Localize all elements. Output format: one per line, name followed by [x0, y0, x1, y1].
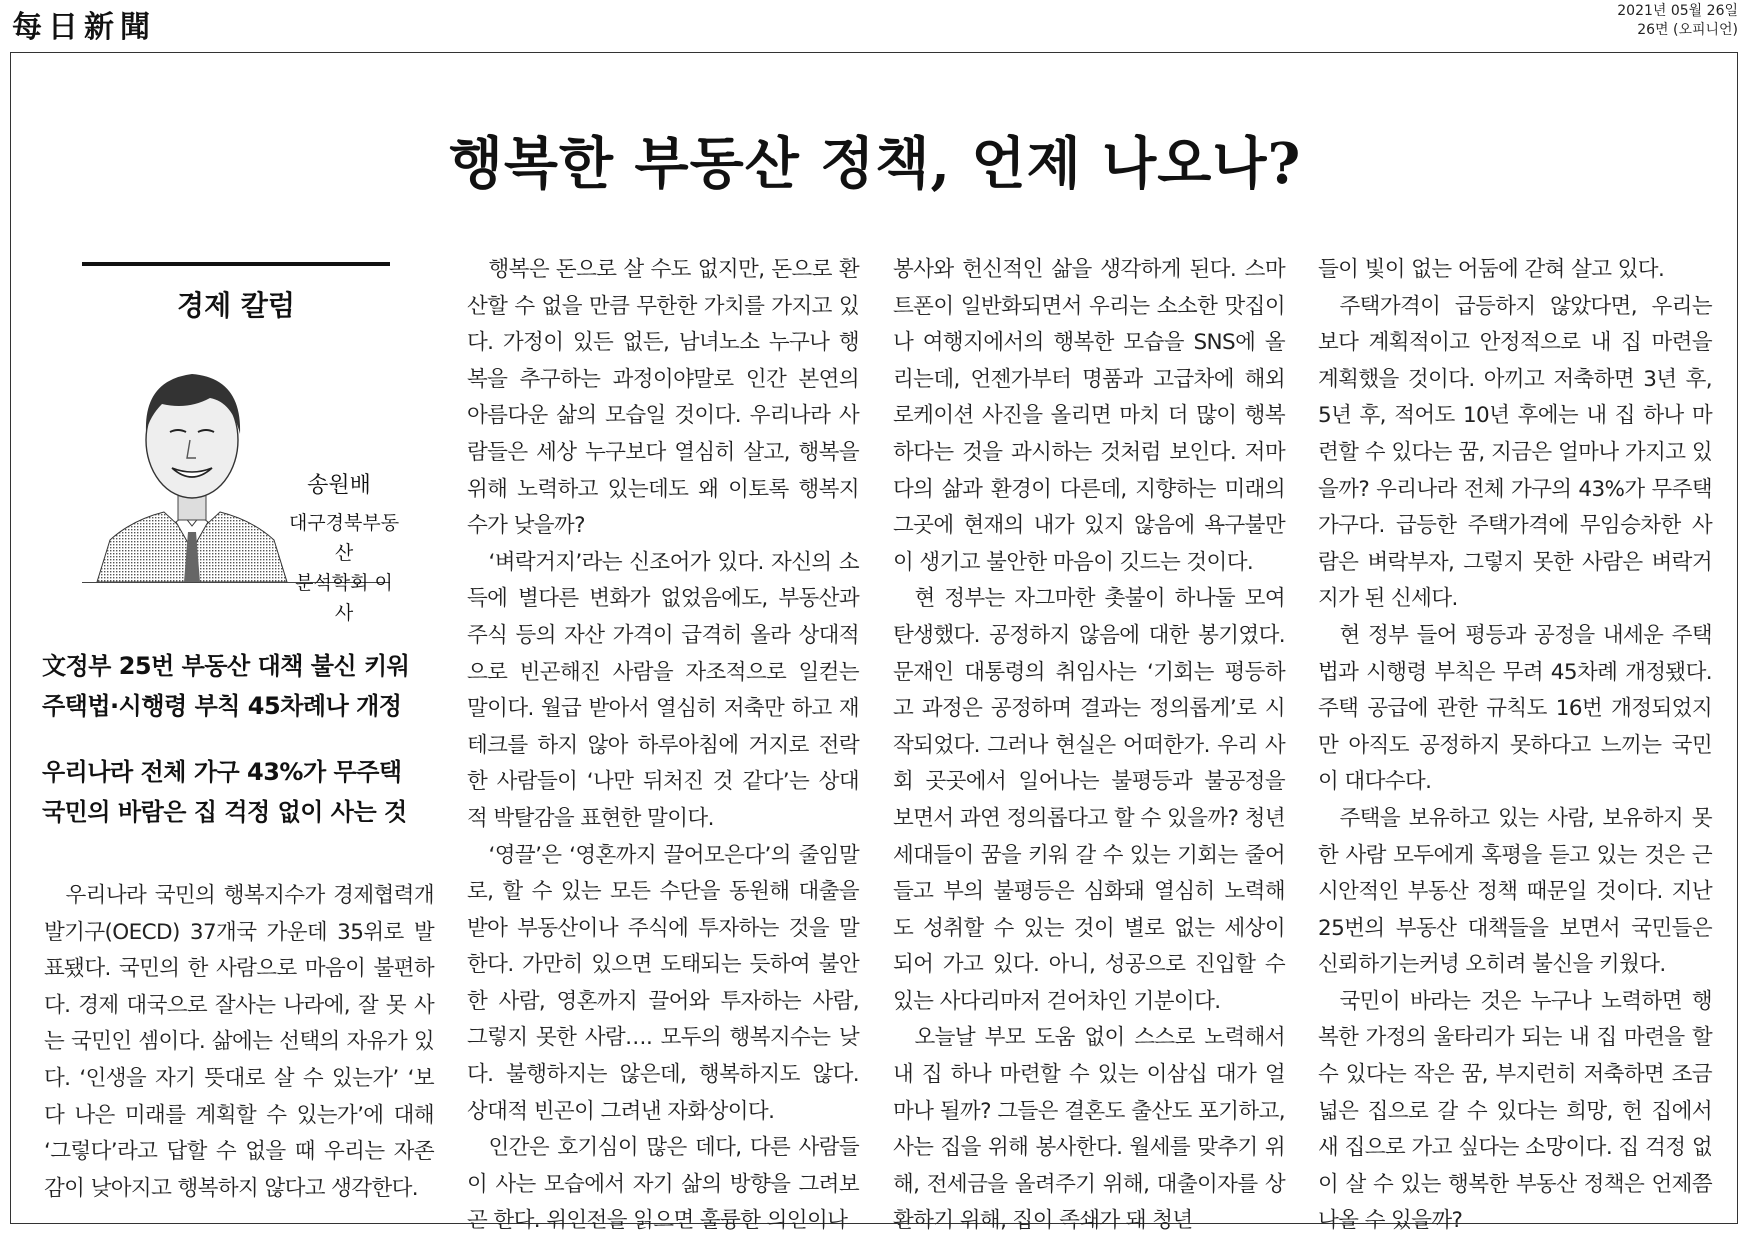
section-label: 경제 칼럼 [177, 289, 295, 322]
body-column-4 [1318, 252, 1712, 1240]
body-paragraph: ‘벼락거지’라는 신조어가 있다. 자신의 소득에 별다른 변화가 없었음에도, 부동산과 주식 등의 자산 가격이 급격히 올라 상대적으로 빈곤해진 사람을 자조적으로 일컫는 말이다. 월급 받아서 열심히 저축만 하고 재테크를 하지 않아 하루아침에 거지로 전락한 사람들이 ‘나만 뒤처진 것 같다’는 상대적 박탈감을 표현한 말이다. [467, 549, 859, 831]
author-title-line: 대구경북부동산 [288, 512, 400, 564]
body-paragraph: 행복은 돈으로 살 수도 없지만, 돈으로 환산할 수 없을 만큼 무한한 가치를 가지고 있다. 가정이 있든 없든, 남녀노소 누구나 행복을 추구하는 과정이야말로 인간 본연의 아름다운 삶의 모습일 것이다. 우리나라 사람들은 세상 누구보다 열심히 살고, 행복을 위해 노력하고 있는데도 왜 이토록 행복지수가 낮을까? [467, 257, 859, 539]
body-paragraph: ‘영끌’은 ‘영혼까지 끌어모은다’의 줄임말로, 할 수 있는 모든 수단을 동원해 대출을 받아 부동산이나 주식에 투자하는 것을 말한다. 가만히 있으면 도태되는 듯하여 불안한 사람, 영혼까지 끌어와 투자하는 사람, 그렇지 못한 사람…. 모두의 행복지수는 낮다. 불행하지는 않은데, 행복하지도 않다. 상대적 빈곤이 그려낸 자화상이다. [467, 842, 859, 1124]
author-name: 송원배 [307, 473, 371, 498]
body-paragraph: 현 정부는 자그마한 촛불이 하나둘 모여 탄생했다. 공정하지 않음에 대한 봉기였다. 문재인 대통령의 취임사는 ‘기회는 평등하고 과정은 공정하며 결과는 정의롭게’로 시작되었다. 그러나 현실은 어떠한가. 우리 사회 곳곳에서 일어나는 불평등과 불공정을 보면서 과연 정의롭다고 할 수 있을까? 청년 세대들이 꿈을 키워 갈 수 있는 기회는 줄어들고 부의 불평등은 심화돼 열심히 노력해도 성취할 수 있는 것이 별로 없는 세상이 되어 가고 있다. 아니, 성공으로 진입할 수 있는 사다리마저 걷어차인 기분이다. [893, 586, 1285, 1014]
body-column-1 [44, 878, 434, 1207]
body-column-3 [893, 252, 1285, 1240]
issue-meta [1617, 2, 1738, 40]
article-headline: 행복한 부동산 정책, 언제 나오나? [448, 131, 1302, 197]
subhead-line: 주택법·시행령 부칙 45차례나 개정 [42, 692, 402, 720]
subhead-line: 文정부 25번 부동산 대책 불신 키워 [42, 652, 410, 680]
body-column-2 [467, 252, 859, 1240]
author-box [82, 340, 400, 624]
body-paragraph: 국민이 바라는 것은 누구나 노력하면 행복한 가정의 울타리가 되는 내 집 마련을 할 수 있다는 작은 꿈, 부지런히 저축하면 조금 넓은 집으로 갈 수 있다는 희망, 헌 집에서 새 집으로 가고 싶다는 소망이다. 집 걱정 없이 살 수 있는 행복한 부동산 정책은 언제쯤 나올 수 있을까? [1318, 988, 1712, 1234]
body-paragraph: 인간은 호기심이 많은 데다, 다른 사람들이 사는 모습에서 자기 삶의 방향을 그려보곤 한다. 위인전을 읽으면 훌륭한 의인이나 [467, 1135, 859, 1234]
issue-date: 2021년 05월 26일 [1617, 3, 1738, 19]
author-title [288, 508, 400, 628]
body-paragraph: 주택가격이 급등하지 않았다면, 우리는 보다 계획적이고 안정적으로 내 집 마련을 계획했을 것이다. 아끼고 저축하면 3년 후, 5년 후, 적어도 10년 후에는 내 집 하나 마련할 수 있다는 꿈, 지금은 얼마나 가지고 있을까? 우리나라 전체 가구의 43%가 무주택 가구다. 급등한 주택가격에 무임승차한 사람은 벼락부자, 그렇지 못한 사람은 벼락거지가 된 신세다. [1318, 293, 1712, 612]
body-paragraph: 오늘날 부모 도움 없이 스스로 노력해서 내 집 하나 마련할 수 있는 이삼십 대가 얼마나 될까? 그들은 결혼도 출산도 포기하고, 사는 집을 위해 봉사한다. 월세를 맞추기 위해, 전세금을 올려주기 위해, 대출이자를 상환하기 위해, 집이 족쇄가 돼 청년 [893, 1025, 1285, 1234]
masthead-logo: 每日新聞 [12, 10, 156, 45]
subhead-group [42, 752, 422, 832]
body-paragraph: 들이 빛이 없는 어둠에 갇혀 살고 있다. [1318, 257, 1665, 282]
top-rule [82, 262, 390, 266]
page-section: 26면 (오피니언) [1637, 22, 1738, 38]
subhead-group [42, 646, 422, 726]
author-title-line: 분석학회 이사 [295, 572, 393, 624]
body-paragraph: 우리나라 국민의 행복지수가 경제협력개발기구(OECD) 37개국 가운데 35위로 발표됐다. 국민의 한 사람으로 마음이 불편하다. 경제 대국으로 잘사는 나라에, 잘 못 사는 국민인 셈이다. 삶에는 선택의 자유가 있다. ‘인생을 자기 뜻대로 살 수 있는가’ ‘보다 나은 미래를 계획할 수 있는가’에 대해 ‘그렇다’라고 답할 수 없을 때 우리는 자존감이 낮아지고 행복하지 않다고 생각한다. [44, 883, 434, 1201]
subhead-line: 우리나라 전체 가구 43%가 무주택 [42, 758, 402, 786]
column-label-block [82, 262, 390, 324]
subheadlines [42, 646, 422, 858]
author-portrait [92, 340, 292, 582]
body-paragraph: 현 정부 들어 평등과 공정을 내세운 주택법과 시행령 부칙은 무려 45차례 개정됐다. 주택 공급에 관한 규칙도 16번 개정되었지만 아직도 공정하지 못하다고 느끼는 국민이 대다수다. [1318, 622, 1712, 795]
body-paragraph: 주택을 보유하고 있는 사람, 보유하지 못한 사람 모두에게 혹평을 듣고 있는 것은 근시안적인 부동산 정책 때문일 것이다. 지난 25번의 부동산 대책들을 보면서 국민들은 신뢰하기는커녕 오히려 불신을 키웠다. [1318, 805, 1712, 978]
body-paragraph: 봉사와 헌신적인 삶을 생각하게 된다. 스마트폰이 일반화되면서 우리는 소소한 맛집이나 여행지에서의 행복한 모습을 SNS에 올리는데, 언젠가부터 명품과 고급차에 해외로케이션 사진을 올리면 마치 더 많이 행복하다는 것을 과시하는 것처럼 보인다. 저마다의 삶과 환경이 다른데, 지향하는 미래의 그곳에 현재의 내가 있지 않음에 욕구불만이 생기고 불안한 마음이 깃드는 것이다. [893, 257, 1285, 575]
subhead-line: 국민의 바람은 집 걱정 없이 사는 것 [42, 798, 407, 826]
